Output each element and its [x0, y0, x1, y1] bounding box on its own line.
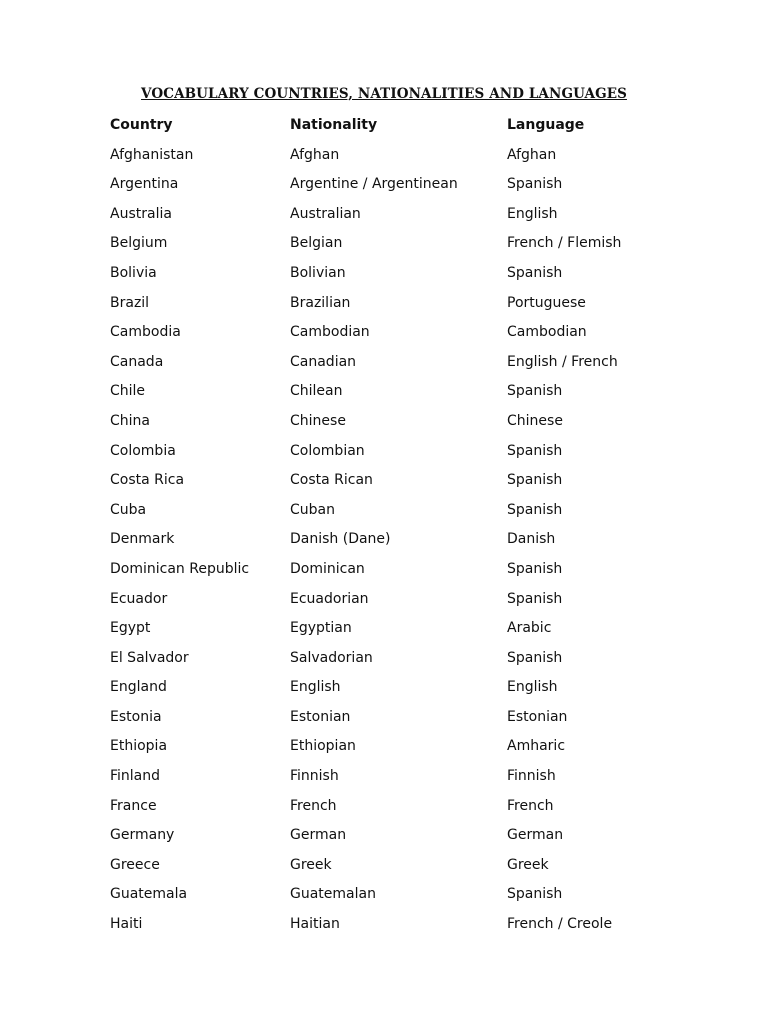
language-cell: Spanish — [507, 560, 563, 577]
table-row — [110, 204, 670, 234]
language-cell: Portuguese — [507, 294, 586, 311]
language-cell: Arabic — [507, 620, 552, 637]
nationality-cell: Costa Rican — [290, 472, 373, 489]
country-cell: Ethiopia — [110, 738, 168, 755]
nationality-cell: German — [290, 827, 347, 844]
nationality-cell: Haitian — [290, 916, 340, 933]
nationality-cell: Argentine / Argentinean — [290, 176, 458, 193]
country-cell: Guatemala — [110, 886, 188, 903]
table-row — [110, 233, 670, 263]
country-cell: Egypt — [110, 620, 151, 637]
table-row — [110, 559, 670, 589]
country-cell: Cuba — [110, 501, 147, 518]
nationality-cell: Ecuadorian — [290, 590, 369, 607]
column-header-country: Country — [110, 117, 173, 133]
table-row — [110, 914, 670, 944]
table-row — [110, 618, 670, 648]
table-row — [110, 441, 670, 471]
table-row — [110, 677, 670, 707]
language-cell: English / French — [507, 353, 618, 370]
language-cell: Spanish — [507, 886, 563, 903]
language-cell: Greek — [507, 856, 549, 873]
nationality-cell: Finnish — [290, 768, 339, 785]
nationality-cell: Chinese — [290, 412, 346, 429]
table-body — [110, 145, 670, 944]
table-row — [110, 263, 670, 293]
country-cell: Brazil — [110, 294, 150, 311]
country-cell: Argentina — [110, 176, 179, 193]
nationality-cell: Brazilian — [290, 294, 351, 311]
language-cell: Spanish — [507, 649, 563, 666]
table-row — [110, 648, 670, 678]
table-row — [110, 322, 670, 352]
country-cell: Canada — [110, 353, 164, 370]
nationality-cell: Cambodian — [290, 324, 370, 341]
nationality-cell: Bolivian — [290, 264, 346, 281]
country-cell: France — [110, 797, 157, 814]
table-row — [110, 529, 670, 559]
document-title: VOCABULARY COUNTRIES, NATIONALITIES AND LANGUAGES — [141, 86, 627, 102]
language-cell: Spanish — [507, 442, 563, 459]
table-row — [110, 174, 670, 204]
country-cell: Belgium — [110, 235, 168, 252]
table-row — [110, 145, 670, 175]
language-cell: English — [507, 679, 558, 696]
language-cell: Cambodian — [507, 324, 587, 341]
country-cell: Colombia — [110, 442, 176, 459]
country-cell: Estonia — [110, 708, 162, 725]
country-cell: El Salvador — [110, 649, 189, 666]
language-cell: Finnish — [507, 768, 556, 785]
language-cell: French / Creole — [507, 916, 613, 933]
nationality-cell: Salvadorian — [290, 649, 373, 666]
language-cell: Spanish — [507, 472, 563, 489]
language-cell: Chinese — [507, 412, 563, 429]
country-cell: Cambodia — [110, 324, 181, 341]
table-row — [110, 825, 670, 855]
country-cell: Bolivia — [110, 264, 157, 281]
country-cell: Australia — [110, 205, 172, 222]
nationality-cell: Dominican — [290, 560, 365, 577]
language-cell: Spanish — [507, 176, 563, 193]
table-row — [110, 855, 670, 885]
nationality-cell: Australian — [290, 205, 361, 222]
table-header-row — [110, 115, 670, 145]
table-row — [110, 707, 670, 737]
nationality-cell: Afghan — [290, 146, 340, 163]
language-cell: German — [507, 827, 564, 844]
language-cell: Estonian — [507, 708, 568, 725]
language-cell: Danish — [507, 531, 556, 548]
country-cell: Denmark — [110, 531, 175, 548]
language-cell: Spanish — [507, 590, 563, 607]
column-header-nationality: Nationality — [290, 117, 378, 133]
nationality-cell: Danish (Dane) — [290, 531, 391, 548]
table-row — [110, 736, 670, 766]
table-row — [110, 470, 670, 500]
nationality-cell: Colombian — [290, 442, 365, 459]
table-row — [110, 589, 670, 619]
nationality-cell: English — [290, 679, 341, 696]
language-cell: Spanish — [507, 264, 563, 281]
table-row — [110, 352, 670, 382]
language-cell: Afghan — [507, 146, 557, 163]
nationality-cell: Guatemalan — [290, 886, 376, 903]
table-row — [110, 884, 670, 914]
country-cell: China — [110, 412, 150, 429]
language-cell: Spanish — [507, 501, 563, 518]
language-cell: English — [507, 205, 558, 222]
nationality-cell: French — [290, 797, 337, 814]
nationality-cell: Greek — [290, 856, 332, 873]
table-row — [110, 500, 670, 530]
table-row — [110, 796, 670, 826]
nationality-cell: Canadian — [290, 353, 357, 370]
nationality-cell: Belgian — [290, 235, 343, 252]
country-cell: Dominican Republic — [110, 560, 250, 577]
country-cell: Costa Rica — [110, 472, 185, 489]
column-header-language: Language — [507, 117, 585, 133]
nationality-cell: Estonian — [290, 708, 351, 725]
country-cell: Germany — [110, 827, 175, 844]
language-cell: Amharic — [507, 738, 566, 755]
language-cell: Spanish — [507, 383, 563, 400]
nationality-cell: Egyptian — [290, 620, 352, 637]
country-cell: England — [110, 679, 167, 696]
country-cell: Afghanistan — [110, 146, 194, 163]
table-row — [110, 411, 670, 441]
nationality-cell: Chilean — [290, 383, 343, 400]
table-row — [110, 766, 670, 796]
country-cell: Ecuador — [110, 590, 168, 607]
country-cell: Finland — [110, 768, 161, 785]
country-cell: Chile — [110, 383, 146, 400]
language-cell: French / Flemish — [507, 235, 622, 252]
country-cell: Haiti — [110, 916, 143, 933]
country-cell: Greece — [110, 856, 160, 873]
language-cell: French — [507, 797, 554, 814]
vocabulary-table — [110, 115, 670, 944]
nationality-cell: Ethiopian — [290, 738, 356, 755]
nationality-cell: Cuban — [290, 501, 335, 518]
table-row — [110, 381, 670, 411]
table-row — [110, 293, 670, 323]
